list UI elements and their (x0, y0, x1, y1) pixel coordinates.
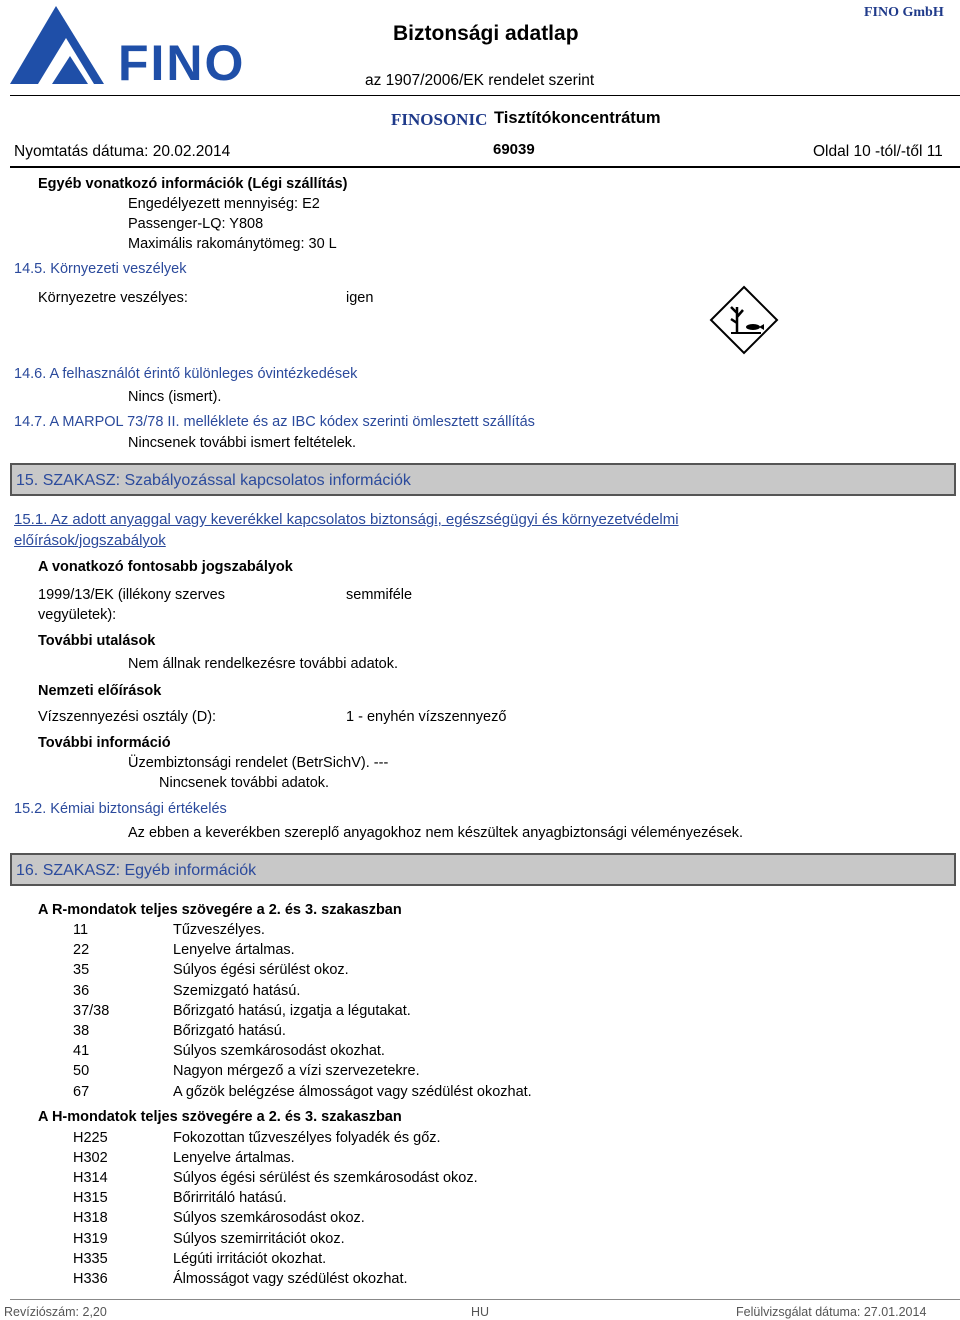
further-info-heading: További információ (38, 735, 171, 751)
voc-label-line1: 1999/13/EK (illékony szerves (38, 587, 225, 603)
phrase-code: H315 (73, 1190, 108, 1207)
phrase-text: Súlyos égési sérülést és szemkárosodást okoz. (173, 1170, 478, 1187)
phrase-text: Tűzveszélyes. (173, 922, 265, 938)
water-hazard-label: Vízszennyezési osztály (D): (38, 709, 217, 725)
logo-text: FINO (118, 35, 246, 91)
phrase-text: Bőrirritáló hatású. (173, 1190, 287, 1207)
section-14-6-heading: 14.6. A felhasználót érintő különleges óvintézkedések (14, 366, 358, 382)
further-references-heading: További utalások (38, 633, 156, 649)
print-date: Nyomtatás dátuma: 20.02.2014 (14, 143, 231, 160)
revision-number: Revíziószám: 2,20 (4, 1305, 107, 1319)
section-15-heading: 15. SZAKASZ: Szabályozással kapcsolatos információk (16, 472, 411, 489)
phrase-code: 35 (73, 962, 90, 979)
env-hazard-value: igen (346, 290, 374, 306)
section-15-2-text: Az ebben a keverékben szereplő anyagokhoz nem készültek anyagbiztonsági véleményezések. (128, 825, 744, 841)
environment-hazard-pictogram-icon (709, 285, 779, 355)
water-hazard-value: 1 - enyhén vízszennyező (346, 709, 507, 725)
footer-divider (10, 1299, 960, 1300)
phrase-text: A gőzök belégzése álmosságot vagy szédülést okozhat. (173, 1083, 532, 1100)
phrase-text: Légúti irritációt okozhat. (173, 1250, 327, 1267)
phrase-text: Súlyos szemirritációt okoz. (173, 1230, 345, 1247)
section-15-banner (10, 463, 956, 496)
section-15-1-heading-line2: előírások/jogszabályok (14, 532, 166, 549)
review-date: Felülvizsgálat dátuma: 27.01.2014 (736, 1305, 927, 1319)
air-line-1: Engedélyezett mennyiség: E2 (128, 196, 320, 212)
section-15-1-heading-line1: 15.1. Az adott anyaggal vagy keverékkel kapcsolatos biztonsági, egészségügyi és környezetvédelmi (14, 511, 679, 528)
further-info-line2: Nincsenek további adatok. (159, 775, 330, 791)
phrase-text: Súlyos égési sérülést okoz. (173, 962, 349, 979)
phrase-code: H318 (73, 1210, 108, 1227)
regulation-text: az 1907/2006/EK rendelet szerint (365, 72, 595, 89)
phrase-text: Bőrizgató hatású. (173, 1023, 286, 1039)
voc-label-line2: vegyületek): (38, 607, 117, 623)
section-16-banner (10, 853, 956, 886)
phrase-code: 50 (73, 1063, 90, 1080)
phrase-text: Bőrizgató hatású, izgatja a légutakat. (173, 1002, 411, 1019)
r-phrases-heading: A R-mondatok teljes szövegére a 2. és 3. szakaszban (38, 902, 402, 918)
phrase-text: Nagyon mérgező a vízi szervezetekre. (173, 1063, 420, 1080)
section-14-5-heading: 14.5. Környezeti veszélyek (14, 261, 187, 277)
phrase-code: 38 (73, 1023, 90, 1039)
phrase-code: H225 (73, 1130, 108, 1146)
document-title: Biztonsági adatlap (393, 22, 579, 45)
further-info-line1: Üzembiztonsági rendelet (BetrSichV). --- (128, 755, 389, 771)
phrase-code: H302 (73, 1150, 108, 1167)
brand-name: FINOSONIC (391, 110, 488, 129)
air-transport-heading: Egyéb vonatkozó információk (Légi szállítás) (38, 176, 348, 192)
phrase-text: Lenyelve ártalmas. (173, 1150, 295, 1167)
header-divider-top (10, 95, 960, 96)
language-code: HU (471, 1305, 490, 1319)
phrase-text: Súlyos szemkárosodást okozhat. (173, 1043, 385, 1060)
phrase-code: 36 (73, 982, 90, 999)
page-number: Oldal 10 -tól/-től 11 (813, 143, 943, 160)
section-14-7-text: Nincsenek további ismert feltételek. (128, 435, 357, 451)
further-references-text: Nem állnak rendelkezésre további adatok. (128, 656, 399, 672)
env-hazard-label: Környezetre veszélyes: (38, 290, 188, 306)
phrase-code: H335 (73, 1250, 108, 1267)
logo (8, 4, 246, 91)
phrase-text: Álmosságot vagy szédülést okozhat. (173, 1270, 408, 1287)
phrase-code: H319 (73, 1230, 108, 1247)
national-regulations-heading: Nemzeti előírások (38, 683, 162, 699)
section-14-7-heading: 14.7. A MARPOL 73/78 II. melléklete és az IBC kódex szerinti ömlesztett szállítás (14, 414, 535, 430)
main-regulations-heading: A vonatkozó fontosabb jogszabályok (38, 559, 293, 575)
phrase-code: 22 (73, 942, 90, 959)
product-code: 69039 (493, 141, 535, 158)
section-14-6-text: Nincs (ismert). (128, 389, 222, 405)
section-15-2-heading: 15.2. Kémiai biztonsági értékelés (14, 801, 227, 817)
phrase-text: Fokozottan tűzveszélyes folyadék és gőz. (173, 1130, 441, 1146)
h-phrases-heading: A H-mondatok teljes szövegére a 2. és 3. szakaszban (38, 1109, 402, 1125)
header-divider-bottom (10, 166, 960, 168)
phrase-code: 11 (73, 922, 89, 938)
phrase-code: H314 (73, 1170, 108, 1187)
phrase-text: Lenyelve ártalmas. (173, 942, 295, 959)
phrase-code: H336 (73, 1270, 108, 1287)
phrase-code: 37/38 (73, 1002, 110, 1019)
voc-value: semmiféle (346, 587, 413, 603)
section-16-heading: 16. SZAKASZ: Egyéb információk (16, 862, 257, 879)
phrase-code: 41 (73, 1043, 90, 1060)
air-line-2: Passenger-LQ: Y808 (128, 216, 264, 232)
phrase-code: 67 (73, 1083, 90, 1100)
product-name: Tisztítókoncentrátum (494, 109, 661, 127)
phrase-text: Szemizgató hatású. (173, 982, 301, 999)
company-name: FINO GmbH (864, 5, 944, 20)
phrase-text: Súlyos szemkárosodást okoz. (173, 1210, 365, 1227)
air-line-3: Maximális rakománytömeg: 30 L (128, 236, 337, 252)
